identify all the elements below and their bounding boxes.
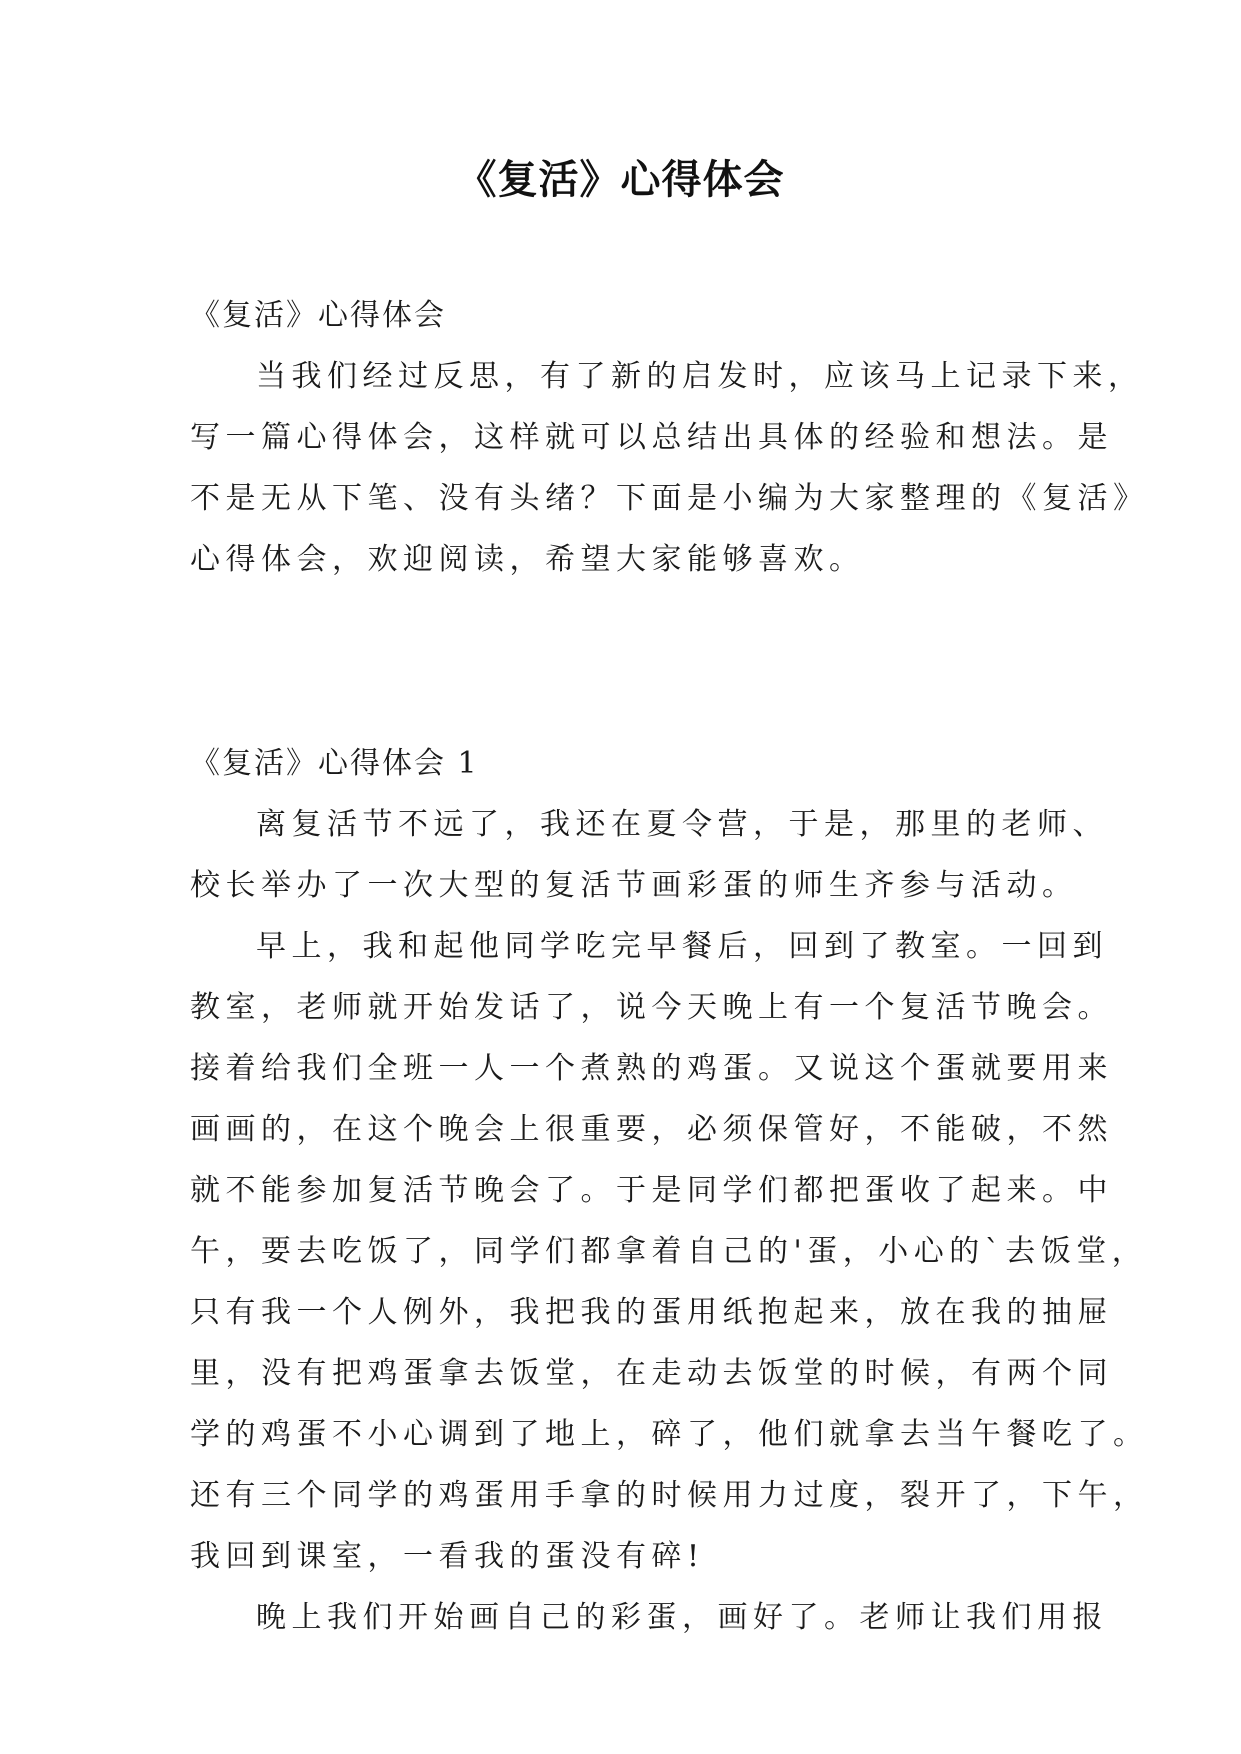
paragraph-line: 里，没有把鸡蛋拿去饭堂，在走动去饭堂的时候，有两个同	[190, 1356, 1113, 1391]
paragraph-line: 晚上我们开始画自己的彩蛋，画好了。老师让我们用报	[256, 1600, 1108, 1635]
paragraph-line: 不是无从下笔、没有头绪？下面是小编为大家整理的《复活》	[190, 481, 1149, 516]
document-body	[190, 285, 1149, 1648]
paragraph-line: 接着给我们全班一人一个煮熟的鸡蛋。又说这个蛋就要用来	[190, 1051, 1113, 1086]
paragraph-line: 离复活节不远了，我还在夏令营，于是，那里的老师、	[256, 807, 1108, 842]
paragraph-line: 校长举办了一次大型的复活节画彩蛋的师生齐参与活动。	[190, 868, 1078, 903]
document-title: 《复活》心得体会	[456, 157, 785, 203]
paragraph-line: 午，要去吃饭了，同学们都拿着自己的'蛋，小心的`去饭堂，	[190, 1234, 1148, 1269]
paragraph-line: 早上，我和起他同学吃完早餐后，回到了教室。一回到	[256, 929, 1108, 964]
intro-heading: 《复活》心得体会	[190, 298, 446, 333]
section-spacer	[190, 590, 1070, 733]
paragraph-line: 还有三个同学的鸡蛋用手拿的时候用力过度，裂开了，下午，	[190, 1478, 1149, 1513]
paragraph-line: 我回到课室，一看我的蛋没有碎!	[190, 1539, 705, 1574]
paragraph-line: 教室，老师就开始发话了，说今天晚上有一个复活节晚会。	[190, 990, 1113, 1025]
paragraph-line: 画画的，在这个晚会上很重要，必须保管好，不能破，不然	[190, 1112, 1113, 1147]
section-heading: 《复活》心得体会 1	[190, 746, 479, 781]
paragraph-line: 只有我一个人例外，我把我的蛋用纸抱起来，放在我的抽屉	[190, 1295, 1113, 1330]
paragraph-line: 学的鸡蛋不小心调到了地上，碎了，他们就拿去当午餐吃了。	[190, 1417, 1149, 1452]
paragraph-line: 就不能参加复活节晚会了。于是同学们都把蛋收了起来。中	[190, 1173, 1113, 1208]
paragraph-line: 心得体会，欢迎阅读，希望大家能够喜欢。	[190, 542, 865, 577]
paragraph-line: 当我们经过反思，有了新的启发时，应该马上记录下来，	[256, 359, 1144, 394]
paragraph-line: 写一篇心得体会，这样就可以总结出具体的经验和想法。是	[190, 420, 1113, 455]
